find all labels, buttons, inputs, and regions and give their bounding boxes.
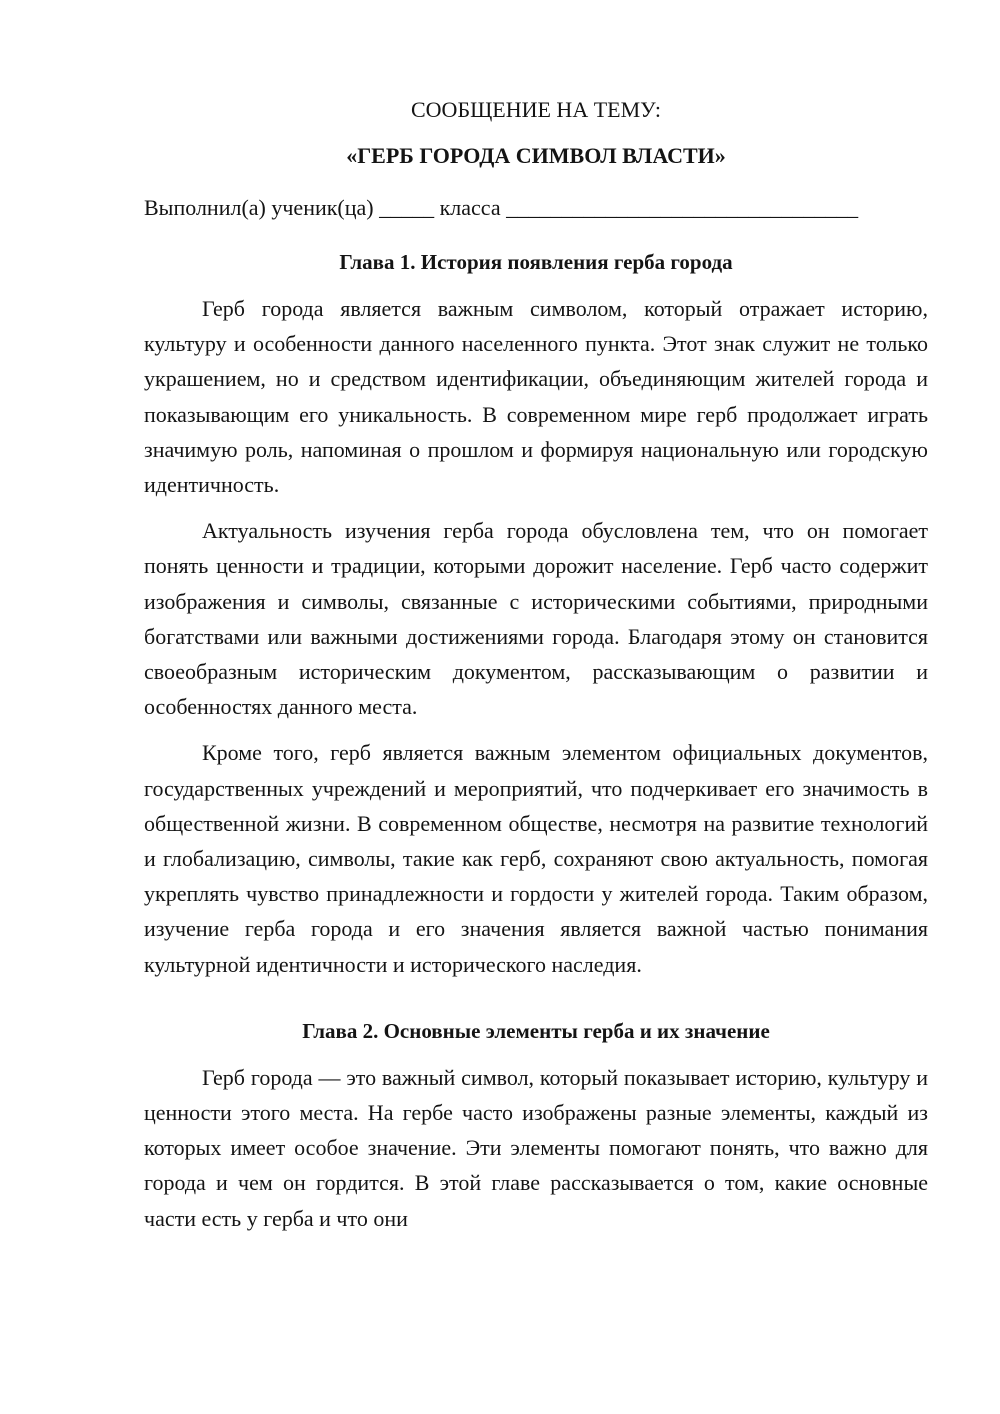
chapter-2-heading: Глава 2. Основные элементы герба и их значение <box>302 1018 770 1043</box>
chapter-1-paragraph-1: Герб города является важным символом, который отражает историю, культуру и особенности данного населенного пункта. Этот знак служит не только украшением, но и средством идентификации, объединяющим жителей города и показывающим его уникальность. В современном мире герб продолжает играть значимую роль, напоминая о прошлом и формируя национальную или городскую идентичность. <box>144 296 928 498</box>
chapter-1-paragraph-2: Актуальность изучения герба города обусловлена тем, что он помогает понять ценности и традиции, которыми дорожит население. Герб часто содержит изображения и символы, связанные с историческими событиями, природными богатствами или важными достижениями города. Благодаря этому он становится своеобразным историческим документом, рассказывающим о развитии и особенностях данного места. <box>144 518 928 720</box>
author-line: Выполнил(а) ученик(ца) _____ класса ________________________________ <box>144 195 859 220</box>
document-title: «ГЕРБ ГОРОДА СИМВОЛ ВЛАСТИ» <box>346 143 726 168</box>
chapter-1-heading: Глава 1. История появления герба города <box>339 250 733 274</box>
chapter-2-paragraph-1: Герб города — это важный символ, который показывает историю, культуру и ценности этого места. На гербе часто изображены разные элементы, каждый из которых имеет особое значение. Эти элементы помогают понять, что важно для города и чем он гордится. В этой главе рассказывается о том, какие основные части есть у герба и что они <box>144 1064 928 1231</box>
title-line-1: СООБЩЕНИЕ НА ТЕМУ: <box>411 97 661 122</box>
document-page <box>144 92 928 1236</box>
chapter-1-paragraph-3: Кроме того, герб является важным элементом официальных документов, государственных учреждений и мероприятий, что подчеркивает его значимость в общественной жизни. В современном обществе, несмотря на развитие технологий и глобализацию, символы, такие как герб, сохраняют свою актуальность, помогая укреплять чувство принадлежности и гордости у жителей города. Таким образом, изучение герба города и его значения является важной частью понимания культурной идентичности и исторического наследия. <box>144 740 928 977</box>
